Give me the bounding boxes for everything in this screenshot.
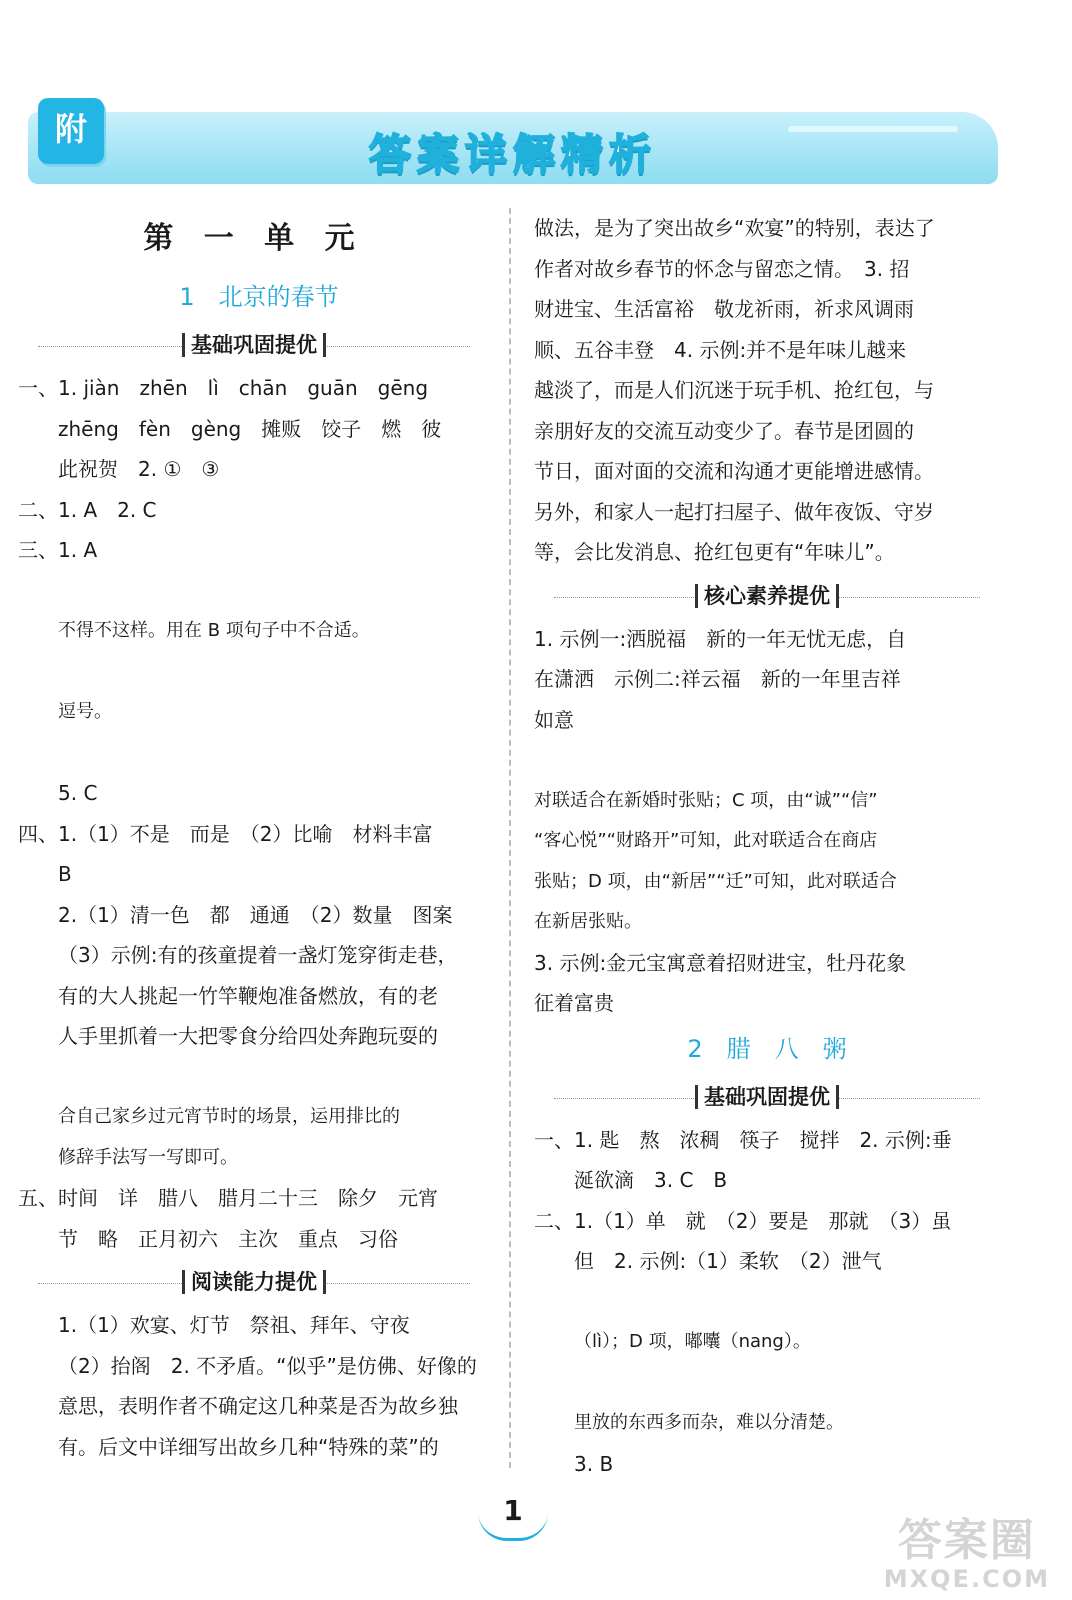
page-title: 答案详解精析 [368,130,657,179]
answer-line: 在潇洒 示例二:祥云福 新的一年里吉祥 [534,667,901,691]
analysis-line: 合自己家乡过元宵节时的场景，运用排比的 [58,1106,400,1127]
answer-line: 一、1. jiàn zhēn lì chān guān gēng [18,376,429,400]
answer-line: 等，会比发消息、抢红包更有“年味儿”。 [534,540,895,564]
answer-line: 2.（1）清一色 都 通通 （2）数量 图案 [58,902,453,927]
section-core-label: 核心素养提优 [695,584,839,608]
answer-line [18,733,490,774]
analysis-line: 逗号。 [58,701,112,722]
left-column [18,208,490,1467]
analysis-line: 对联适合在新婚时张贴；C 项，由“诚”“信” [534,789,878,811]
analysis-line: 修辞手法写一写即可。 [58,1146,238,1168]
section-core [534,573,1000,619]
answer-line: 涎欲滴 3. C B [574,1168,728,1192]
answer-line: 财进宝、生活富裕 敬龙祈雨，祈求风调雨 [534,297,914,321]
answer-line: 五、时间 详 腊八 腊月二十三 除夕 元宵 [18,1186,438,1210]
section-basic-2 [534,1074,1000,1120]
answer-line: 二、1. A 2. C [18,497,157,522]
page-number: 1 [503,1494,523,1527]
answer-line: 越淡了，而是人们沉迷于玩手机、抢红包，与 [534,378,934,402]
answer-line: 做法，是为了突出故乡“欢宴”的特别，表达了 [534,216,935,240]
answer-line: 亲朋好友的交流互动变少了。春节是团圆的 [534,418,914,443]
answer-line: （2）抬阁 2. 不矛盾。“似乎”是仿佛、好像的 [58,1353,477,1378]
analysis-line: “客心悦”“财路开”可知，此对联适合在商店 [534,830,878,851]
answer-line: 一、1. 匙 熬 浓稠 筷子 搅拌 2. 示例:垂 [534,1127,952,1152]
right-column [534,208,1000,1484]
answer-line: 征着富贵 [534,991,614,1015]
answer-line [534,1282,1000,1323]
answer-line [18,1057,490,1098]
answer-line: B [58,862,72,886]
analysis-line: （lì）；D 项，嘟囔（nang）。 [574,1331,811,1352]
answer-line: 二、1.（1）单 就 （2）要是 那就 （3）虽 [534,1208,952,1233]
unit-title: 第 一 单 元 [143,221,365,256]
answer-line: 三、1. A [18,538,98,562]
answer-line: 如意 [534,707,574,732]
answer-line: （3）示例:有的孩童提着一盏灯笼穿街走巷， [58,943,458,967]
answer-line: 1.（1）欢宴、灯节 祭祖、拜年、守夜 [58,1313,410,1337]
section-basic-label: 基础巩固提优 [182,333,326,357]
analysis-line: 在新居张贴。 [534,911,642,932]
answer-line: 有的大人挑起一竹竿鞭炮准备燃放，有的老 [58,983,438,1008]
answer-line: 节日，面对面的交流和沟通才更能增进感情。 [534,459,934,483]
answer-line: 3. 示例:金元宝寓意着招财进宝，牡丹花象 [534,950,907,975]
answer-line [534,1363,1000,1404]
answer-line: 节 略 正月初六 主次 重点 习俗 [58,1226,398,1251]
lesson-1-title: 1 北京的春节 [179,283,339,311]
watermark-site: MXQE.COM [883,1564,1050,1593]
answer-line: 此祝贺 2. ① ③ [58,457,220,481]
answer-line: 1. 示例一:洒脱福 新的一年无忧无虑，自 [534,626,907,651]
appendix-badge: 附 [38,98,104,164]
answer-line: 但 2. 示例:（1）柔软 （2）泄气 [574,1249,882,1273]
answer-line: 另外，和家人一起打扫屋子、做年夜饭、守岁 [534,499,934,524]
answer-line: 5. C [58,781,98,805]
watermark-brand: 答案圈 [897,1515,1036,1567]
answer-line: 意思，表明作者不确定这几种菜是否为故乡独 [58,1394,458,1418]
answer-line: 作者对故乡春节的怀念与留恋之情。 3. 招 [534,256,910,281]
answer-line: 有。后文中详细写出故乡几种“特殊的菜”的 [58,1434,439,1459]
page-number-swoosh [478,1512,548,1541]
answer-line: 人手里抓着一大把零食分给四处奔跑玩耍的 [58,1024,438,1048]
answer-line [18,652,490,693]
analysis-line: 不得不这样。用在 B 项句子中不合适。 [58,620,370,641]
column-divider [509,208,511,1468]
answer-line: 顺、五谷丰登 4. 示例:并不是年味儿越来 [534,337,907,362]
answer-line: 3. B [574,1451,614,1476]
section-reading [18,1259,490,1305]
analysis-line: 张贴；D 项，由“新居”“迁”可知，此对联适合 [534,870,897,892]
section-reading-label: 阅读能力提优 [182,1270,326,1294]
section-basic-2-label: 基础巩固提优 [695,1085,839,1109]
watermark [884,1517,1050,1592]
lesson-2-title: 2 腊 八 粥 [687,1034,847,1063]
analysis-line: 里放的东西多而杂，难以分清楚。 [574,1412,844,1433]
answer-line: zhēng fèn gèng 摊贩 饺子 燃 彼 [58,416,442,441]
answer-line [534,740,1000,781]
answer-line [18,571,490,612]
section-basic [18,322,490,368]
header-banner [28,112,998,184]
answer-line: 四、1.（1）不是 而是 （2）比喻 材料丰富 [18,821,433,846]
